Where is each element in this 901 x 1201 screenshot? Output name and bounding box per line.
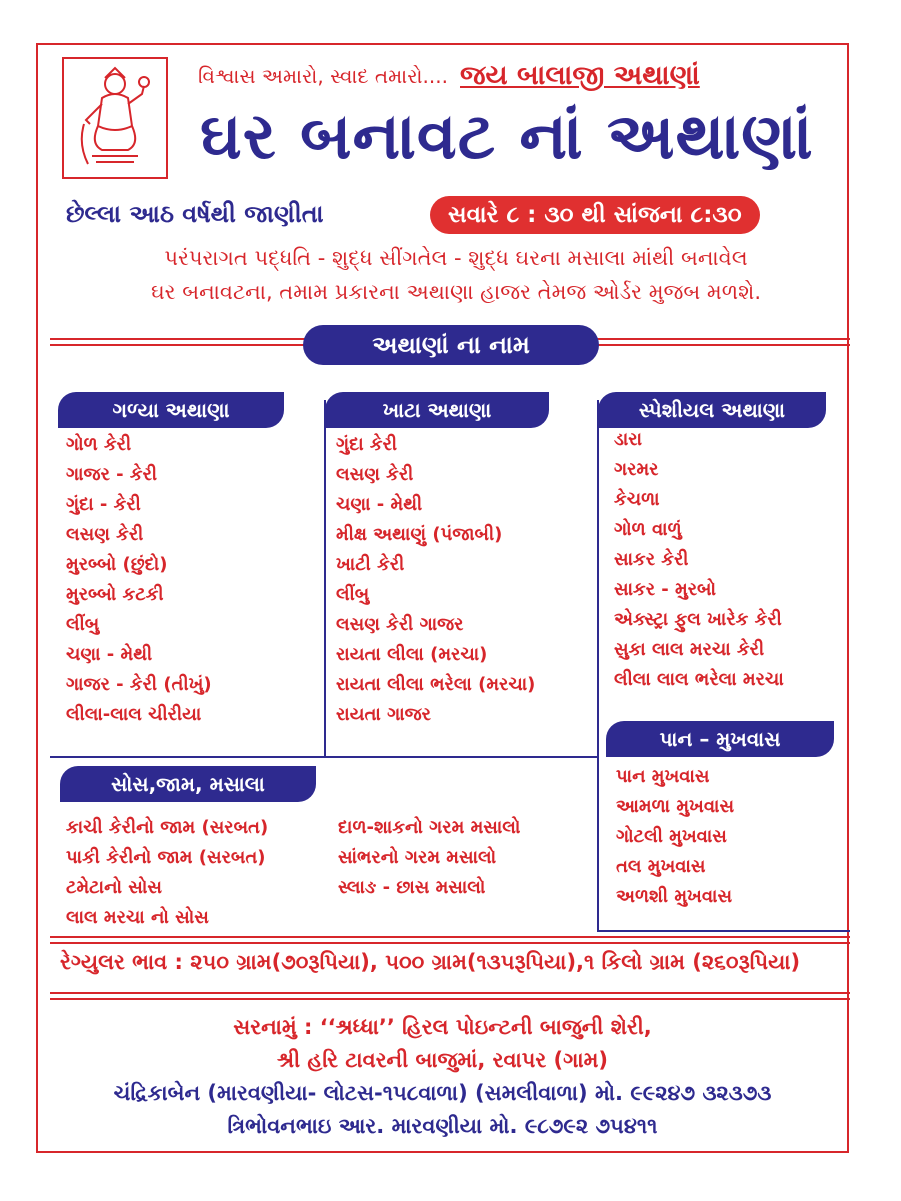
list-item: સાંભરનો ગરમ મસાલો bbox=[338, 847, 497, 868]
contact-line-2: ત્રિભોવનભાઇ આર. મારવણીયા મો. ૯૮૭૯૨ ૭૫૪૧૧ bbox=[227, 1114, 658, 1138]
poster-title: ઘર બનાવટ નાં અથાણાં bbox=[200, 100, 814, 174]
list-item: સુકા લાલ મરચા કેરી bbox=[614, 639, 765, 660]
category-sweet-title: ગળ્યા અથાણા bbox=[58, 392, 284, 428]
list-item: મુરબ્બો (છુંદો) bbox=[66, 554, 168, 575]
list-item: લસણ કેરી bbox=[66, 524, 144, 545]
deity-logo bbox=[62, 57, 168, 179]
sweet-pickle-list bbox=[66, 430, 212, 730]
list-item: ડારા bbox=[614, 429, 643, 450]
list-item: રાયતા લીલા ભરેલા (મરચા) bbox=[336, 674, 536, 695]
list-item: લાલ મરચા નો સોસ bbox=[66, 907, 209, 928]
list-item: મીક્ષ અથાણું (પંજાબી) bbox=[336, 524, 503, 545]
list-item: પાકી કેરીનો જામ (સરબત) bbox=[66, 847, 266, 868]
category-sauce-title: સોસ,જામ, મસાલા bbox=[60, 766, 316, 802]
list-item: ગુંદા કેરી bbox=[336, 434, 398, 455]
row-divider bbox=[50, 756, 598, 758]
hours-badge: સવારે ૮ : ૩૦ થી સાંજના ૮:૩૦ bbox=[430, 196, 760, 234]
list-item: ચણા - મેથી bbox=[336, 494, 423, 515]
hanuman-deity-icon bbox=[72, 64, 158, 172]
contact-line-1: ચંદ્રિકાબેન (મારવણીયા- લોટસ-૧૫૮વાળા) (સમલીવાળા) મો. ૯૯૨૪૭ ૩૨૩૭૩ bbox=[113, 1081, 772, 1105]
list-item: લીલા લાલ ભરેલા મરચા bbox=[614, 669, 784, 690]
list-item: લીંબુ bbox=[336, 584, 370, 605]
list-item: રાયતા ગાજર bbox=[336, 704, 431, 725]
list-item: દાળ-શાકનો ગરમ મસાલો bbox=[338, 817, 521, 838]
list-item: આમળા મુખવાસ bbox=[616, 796, 735, 817]
paan-mukhwas-list bbox=[616, 762, 734, 912]
divider-line bbox=[50, 942, 850, 944]
divider-line bbox=[50, 998, 850, 1000]
list-item: ટમેટાનો સોસ bbox=[66, 877, 162, 898]
list-item: રાયતા લીલા (મરચા) bbox=[336, 644, 488, 665]
column-divider bbox=[324, 400, 326, 756]
row-divider bbox=[597, 930, 850, 932]
masala-list bbox=[338, 813, 520, 903]
section-title: અથાણાં ના નામ bbox=[303, 325, 599, 365]
description-line-1: પરંપરાગત પદ્ધતિ - શુદ્ધ સીંગતેલ - શુદ્ધ ઘરના મસાલા માંથી બનાવેલ bbox=[164, 246, 748, 270]
divider-line bbox=[50, 936, 850, 938]
known-since: છેલ્લા આઠ વર્ષથી જાણીતા bbox=[66, 200, 324, 228]
list-item: ચણા - મેથી bbox=[66, 644, 153, 665]
sour-pickle-list bbox=[336, 430, 535, 730]
price-info: રેગ્યુલર ભાવ : ૨૫૦ ગ્રામ(૭૦રૂપિયા), ૫૦૦ ગ્રામ(૧૩૫રૂપિયા),૧ કિલો ગ્રામ (૨૬૦રૂપિયા) bbox=[60, 950, 801, 974]
list-item: અળશી મુખવાસ bbox=[616, 886, 733, 907]
address-line-1: સરનામું : ‘‘શ્રધ્ધા’’ હિરલ પોઇન્ટની બાજુની શેરી, bbox=[233, 1015, 652, 1039]
category-paan-title: પાન – મુખવાસ bbox=[606, 721, 834, 757]
list-item: કાચી કેરીનો જામ (સરબત) bbox=[66, 817, 269, 838]
list-item: ગોળ કેરી bbox=[66, 434, 132, 455]
column-divider bbox=[597, 400, 599, 930]
list-item: ગાજર - કેરી bbox=[66, 464, 158, 485]
list-item: મુરબ્બો કટકી bbox=[66, 584, 164, 605]
list-item: લસણ કેરી bbox=[336, 464, 414, 485]
special-pickle-list bbox=[614, 425, 784, 695]
list-item: સ્લાઙ - છાસ મસાલો bbox=[338, 877, 486, 898]
list-item: ખાટી કેરી bbox=[336, 554, 405, 575]
list-item: લીલા-લાલ ચીરીયા bbox=[66, 704, 202, 725]
list-item: ગોટલી મુખવાસ bbox=[616, 826, 727, 847]
brand-name: જય બાલાજી અથાણાં bbox=[460, 60, 700, 91]
list-item: ગાજર - કેરી (તીખું) bbox=[66, 674, 212, 695]
list-item: સાકર કેરી bbox=[614, 549, 689, 570]
list-item: તલ મુખવાસ bbox=[616, 856, 706, 877]
list-item: સાકર - મુરબો bbox=[614, 579, 716, 600]
divider-line bbox=[50, 992, 850, 994]
category-sour-title: ખાટા અથાણા bbox=[325, 392, 549, 428]
list-item: ગોળ વાળું bbox=[614, 519, 682, 540]
sauce-jam-list bbox=[66, 813, 268, 933]
category-special-title: સ્પેશીયલ અથાણા bbox=[598, 392, 826, 428]
list-item: ગુંદા - કેરી bbox=[66, 494, 141, 515]
list-item: લીંબુ bbox=[66, 614, 100, 635]
description-line-2: ઘર બનાવટના, તમામ પ્રકારના અથાણા હાજર તેમજ ઓર્ડર મુજબ મળશે. bbox=[150, 280, 762, 304]
address-line-2: શ્રી હરિ ટાવરની બાજુમાં, રવાપર (ગામ) bbox=[276, 1048, 609, 1072]
tagline: વિશ્વાસ અમારો, સ્વાદ તમારો.... bbox=[198, 64, 448, 88]
list-item: લસણ કેરી ગાજર bbox=[336, 614, 464, 635]
list-item: ગરમર bbox=[614, 459, 659, 480]
list-item: એક્સ્ટ્રા ફુલ ખારેક કેરી bbox=[614, 609, 782, 630]
list-item: પાન મુખવાસ bbox=[616, 766, 710, 787]
list-item: કેચળા bbox=[614, 489, 660, 510]
